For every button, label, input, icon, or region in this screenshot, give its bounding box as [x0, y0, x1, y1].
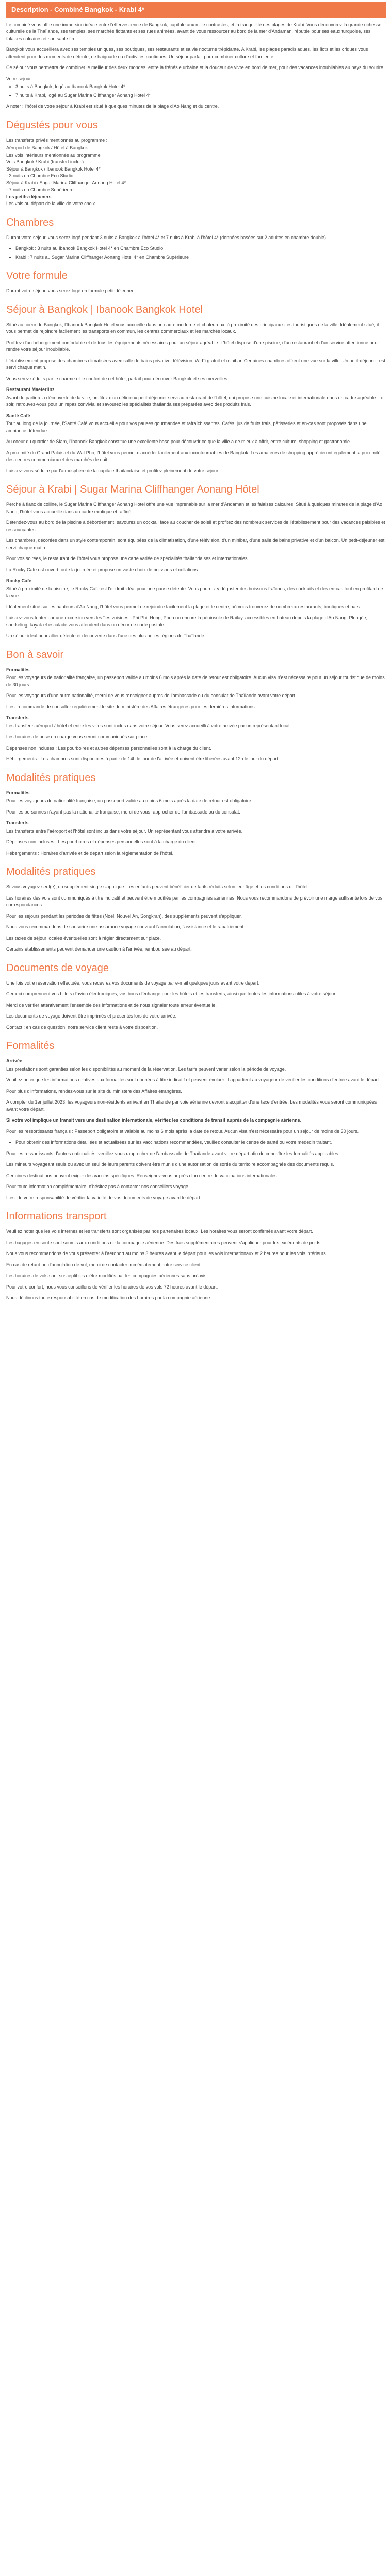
- line: Séjour à Krabi / Sugar Marina Cliffhanger Aonang Hotel 4*: [6, 180, 126, 185]
- hotel-text: Détendez-vous au bord de la piscine à débordement, savourez un cocktail face au coucher de soleil et profitez des nombreux services de l'établissement pour des vacances paisibles et ressourçantes.: [6, 520, 385, 532]
- section-title: Dégustés pour vous: [6, 119, 98, 131]
- good-text: Il est recommandé de consulter régulièrement le site du ministère des Affaires étrangères pour les dernières informations.: [6, 704, 256, 709]
- hotel-text: Un séjour idéal pour allier détente et découverte dans l'une des plus belles régions de Thaïlande.: [6, 633, 206, 638]
- intro-list: [6, 83, 386, 99]
- good-text: Pour les voyageurs de nationalité française, un passeport valide au moins 6 mois après la date de retour est obligatoire. Aucun visa n'est nécessaire pour un séjour touristique de moins de 30 jours.: [6, 675, 385, 687]
- info-text: Les horaires de vols sont susceptibles d'être modifiés par les compagnies aériennes sans préavis.: [6, 1273, 208, 1278]
- modal-text: Dépenses non incluses : Les pourboires et dépenses personnelles sont à la charge du client.: [6, 839, 198, 844]
- forms-text: Veuillez noter que les informations relatives aux formalités sont données à titre indicatif et peuvent évoluer. Il appartient au voyageur de vérifier les conditions d'entrée avant le départ.: [6, 1077, 380, 1082]
- section-title: Chambres: [6, 216, 54, 228]
- line: Les petits-déjeuners: [6, 194, 52, 199]
- modal-text: Pour les voyageurs de nationalité française, un passeport valide au moins 6 mois après la date de retour est obligatoire.: [6, 798, 253, 803]
- line: - 3 nuits en Chambre Eco Studio: [6, 173, 74, 178]
- section-title: Votre formule: [6, 270, 68, 281]
- good-text: Les horaires de prise en charge vous seront communiqués sur place.: [6, 734, 149, 739]
- forms-text: Il est de votre responsabilité de vérifier la validité de vos documents de voyage avant le départ.: [6, 1195, 202, 1200]
- hotel-text: Laissez-vous séduire par l'atmosphère de la capitale thaïlandaise et profitez pleinement de votre séjour.: [6, 468, 219, 473]
- hotel-text: A proximité du Grand Palais et du Wat Pho, l'hôtel vous permet d'accéder facilement aux incontournables de Bangkok. Les amateurs de shopping apprécieront également la proximité des centres commerciaux et des marchés de nuit.: [6, 450, 381, 462]
- forms-text: Les mineurs voyageant seuls ou avec un seul de leurs parents doivent être munis d'une autorisation de sortie du territoire accompagnée des documents requis.: [6, 1162, 334, 1167]
- section-title: Séjour à Krabi | Sugar Marina Cliffhanger Aonang Hôtel: [6, 484, 259, 495]
- list-item: • Krabi : 7 nuits au Sugar Marina Cliffhanger Aonang Hotel 4* en Chambre Supérieure: [15, 254, 386, 261]
- docs-text: Les documents de voyage doivent être imprimés et présentés lors de votre arrivée.: [6, 1013, 177, 1019]
- good-text: Hébergements : Les chambres sont disponibles à partir de 14h le jour de l'arrivée et doivent être libérées avant 12h le jour du départ.: [6, 756, 280, 761]
- intro-label: Votre séjour :: [6, 76, 34, 81]
- line: Séjour à Bangkok / Ibanook Bangkok Hotel 4*: [6, 166, 101, 172]
- subheading: Restaurant Maeterlinz: [6, 387, 55, 392]
- arrivals-lines: [6, 145, 386, 208]
- subheading: Rocky Cafe: [6, 578, 32, 583]
- subheading: Formalités: [6, 790, 30, 795]
- section-title: Documents de voyage: [6, 962, 109, 974]
- docs-text: Contact : en cas de question, notre service client reste à votre disposition.: [6, 1024, 158, 1030]
- intro-text: Bangkok vous accueillera avec ses temples uniques, ses boutiques, ses restaurants et sa vie nocturne trépidante. A Krabi, les plages paradisiaques, les îlots et les criques vous attendent pour des moments de détente, de baignade ou d'activités nautiques. Un séjour parfait pour combiner culture et farniente.: [6, 47, 368, 59]
- forms-text: Si votre vol implique un transit vers une destination internationale, vérifiez les conditions de transit auprès de la compagnie aérienne.: [6, 1117, 302, 1123]
- list-item: • 7 nuits à Krabi, logé au Sugar Marina Cliffhanger Aonang Hotel 4*: [15, 92, 386, 99]
- section-title: Informations transport: [6, 1211, 107, 1222]
- subheading: Formalités: [6, 667, 30, 672]
- forms-text: Les prestations sont garanties selon les disponibilités au moment de la réservation. Les tarifs peuvent varier selon la période de voyage.: [6, 1066, 286, 1072]
- modal-text: Nous vous recommandons de souscrire une assurance voyage couvrant l'annulation, l'assistance et le rapatriement.: [6, 924, 245, 929]
- arrivals-text: Les transferts privés mentionnés au programme :: [6, 137, 108, 143]
- section-header: Description - Combiné Bangkok - Krabi 4*: [6, 2, 386, 18]
- forms-list: [6, 1139, 386, 1146]
- docs-text: Ceux-ci comprennent vos billets d'avion électroniques, vos bons d'échange pour les hôtels et les transferts, ainsi que toutes les informations utiles à votre séjour.: [6, 991, 337, 996]
- hotel-text: Idéalement situé sur les hauteurs d'Ao Nang, l'hôtel vous permet de rejoindre facilement la plage et le centre, où vous trouverez de nombreux restaurants, boutiques et bars.: [6, 604, 361, 609]
- hotel-text: La Rocky Cafe est ouvert toute la journée et propose un vaste choix de boissons et collations.: [6, 567, 199, 572]
- subheading: Transferts: [6, 715, 29, 720]
- section-title: Formalités: [6, 1040, 55, 1052]
- subheading: Transferts: [6, 820, 29, 825]
- good-text: Pour les voyageurs d'une autre nationalité, merci de vous renseigner auprès de l'ambassade ou du consulat de Thaïlande avant votre départ.: [6, 693, 297, 698]
- line: Vols Bangkok / Krabi (transfert inclus): [6, 159, 84, 164]
- hotel-text: Vous serez séduits par le charme et le confort de cet hôtel, parfait pour découvrir Bangkok et ses merveilles.: [6, 376, 229, 381]
- rooms-text: Durant votre séjour, vous serez logé pendant 3 nuits à Bangkok à l'hôtel 4* et 7 nuits à Krabi à l'hôtel 4* (données basées sur 2 adultes en chambre double).: [6, 234, 328, 240]
- line: Les vols au départ de la ville de votre choix: [6, 201, 95, 206]
- list-item: • Pour obtenir des informations détaillées et actualisées sur les vaccinations recommandées, veuillez consulter le centre de santé ou votre médecin traitant.: [15, 1139, 386, 1146]
- hotel-text: Les chambres, décorées dans un style contemporain, sont équipées de la climatisation, d'une télévision, d'un minibar, d'une salle de bains privative et d'un balcon. Un petit-déjeuner est servi chaque matin.: [6, 538, 385, 550]
- forms-text: A compter du 1er juillet 2023, les voyageurs non-résidents arrivant en Thaïlande par voie aérienne devront s'acquitter d'une taxe d'entrée. Les modalités vous seront communiquées avant votre départ.: [6, 1099, 377, 1112]
- hotel-text: Profitez d'un hébergement confortable et de tous les équipements nécessaires pour un séjour agréable. L'hôtel dispose d'une piscine, d'un restaurant et d'un service attentionné pour rendre votre séjour inoubliable.: [6, 340, 379, 352]
- info-text: Nous vous recommandons de vous présenter à l'aéroport au moins 3 heures avant le départ pour les vols internationaux et 2 heures pour les vols intérieurs.: [6, 1251, 328, 1256]
- modal-text: Pour les séjours pendant les périodes de fêtes (Noël, Nouvel An, Songkran), des suppléments peuvent s'appliquer.: [6, 913, 242, 919]
- hotel-text: Pour vos soirées, le restaurant de l'hôtel vous propose une carte variée de spécialités thaïlandaises et internationales.: [6, 556, 249, 561]
- modal-text: Les horaires des vols sont communiqués à titre indicatif et peuvent être modifiés par les compagnies aériennes. Nous vous recommandons de prévoir une marge suffisante lors de vos correspondances.: [6, 895, 383, 907]
- intro-text: Ce séjour vous permettra de combiner le meilleur des deux mondes, entre la frénésie urbaine et la douceur de vivre en bord de mer, pour des vacances inoubliables au pays du sourire.: [6, 65, 385, 70]
- hotel-text: Perché à flanc de colline, le Sugar Marina Cliffhanger Aonang Hotel offre une vue imprenable sur la mer d'Andaman et les falaises calcaires. Situé à quelques minutes de la plage d'Ao Nang, l'hôtel vous accueille dans un cadre exotique et raffiné.: [6, 502, 383, 514]
- list-item: • Bangkok : 3 nuits au Ibanook Bangkok Hotel 4* en Chambre Eco Studio: [15, 245, 386, 252]
- section-title: Séjour à Bangkok | Ibanook Bangkok Hotel: [6, 303, 203, 315]
- modal-text: Certains établissements peuvent demander une caution à l'arrivée, remboursée au départ.: [6, 946, 192, 952]
- subheading: Santé Café: [6, 413, 30, 418]
- info-text: Les bagages en soute sont soumis aux conditions de la compagnie aérienne. Des frais supplémentaires peuvent s'appliquer pour les excédents de poids.: [6, 1240, 322, 1245]
- docs-text: Une fois votre réservation effectuée, vous recevrez vos documents de voyage par e-mail quelques jours avant votre départ.: [6, 980, 260, 986]
- rooms-list: [6, 245, 386, 261]
- subheading: Arrivée: [6, 1058, 23, 1063]
- info-text: En cas de retard ou d'annulation de vol, merci de contacter immédiatement notre service client.: [6, 1262, 202, 1267]
- forms-text: Pour les ressortissants d'autres nationalités, veuillez vous rapprocher de l'ambassade de Thaïlande avant votre départ afin de connaître les formalités applicables.: [6, 1150, 340, 1156]
- hotel-text: Au coeur du quartier de Siam, l'Ibanook Bangkok constitue une excellente base pour découvrir ce que la ville a de mieux à offrir, entre culture, shopping et gastronomie.: [6, 439, 351, 444]
- info-text: Nous déclinons toute responsabilité en cas de modification des horaires par la compagnie aérienne.: [6, 1295, 211, 1300]
- hotel-text: Avant de partir à la découverte de la ville, profitez d'un délicieux petit-déjeuner servi au restaurant de l'hôtel, qui propose une cuisine locale et internationale dans un cadre agréable. Le soir, retrouvez-vous pour un repas convivial et savourez les spécialités thaïlandaises préparées avec des produits frais.: [6, 395, 384, 407]
- hotel-text: Tout au long de la journée, l'Santé Café vous accueille pour vos pauses gourmandes et rafraîchissantes. Cafés, jus de fruits frais, pâtisseries et en-cas sont proposés dans une ambiance détendue.: [6, 421, 367, 433]
- forms-text: Pour plus d'informations, rendez-vous sur le site du ministère des Affaires étrangères.: [6, 1088, 182, 1094]
- intro-text: Le combiné vous offre une immersion idéale entre l'effervescence de Bangkok, capitale aux mille contrastes, et la tranquillité des plages de Krabi. Vous découvrirez la grande richesse culturelle de la Thaïlande, ses temples, ses marchés flottants et ses rues animées, avant de vous ressourcer au bord de la mer d'Andaman, réputée pour ses eaux turquoise, ses falaises calcaires et son sable fin.: [6, 22, 382, 41]
- line: Les vols intérieurs mentionnés au programme: [6, 152, 101, 158]
- good-text: Dépenses non incluses : Les pourboires et autres dépenses personnelles sont à la charge du client.: [6, 745, 211, 751]
- modal-text: Si vous voyagez seul(e), un supplément single s'applique. Les enfants peuvent bénéficier de tarifs réduits selon leur âge et les conditions de l'hôtel.: [6, 884, 309, 889]
- hotel-text: Laissez-vous tenter par une excursion vers les îles voisines : Phi Phi, Hong, Poda ou encore la péninsule de Railay, accessibles en bateau depuis la plage d'Ao Nang. Plongée, snorkeling, kayak et escalade vous attendent dans un décor de carte postale.: [6, 615, 367, 628]
- modal-text: Hébergements : Horaires d'arrivée et de départ selon la réglementation de l'hôtel.: [6, 850, 174, 856]
- formula-text: Durant votre séjour, vous serez logé en formule petit-déjeuner.: [6, 288, 135, 293]
- hotel-text: L'établissement propose des chambres climatisées avec salle de bains privative, télévision, Wi-Fi gratuit et minibar. Certaines chambres offrent une vue sur la ville. Un petit-déjeuner est servi chaque matin.: [6, 358, 385, 370]
- forms-text: Pour toute information complémentaire, n'hésitez pas à contacter nos conseillers voyage.: [6, 1184, 190, 1189]
- line: Aéroport de Bangkok / Hôtel à Bangkok: [6, 145, 88, 150]
- section-title: Bon à savoir: [6, 649, 64, 660]
- info-text: Veuillez noter que les vols internes et les transferts sont organisés par nos partenaires locaux. Les horaires vous seront confirmés avant votre départ.: [6, 1229, 313, 1234]
- line: - 7 nuits en Chambre Supérieure: [6, 187, 74, 192]
- modal-text: Pour les personnes n'ayant pas la nationalité française, merci de vous rapprocher de l'ambassade ou du consulat.: [6, 809, 240, 815]
- forms-text: Certaines destinations peuvent exiger des vaccins spécifiques. Renseignez-vous auprès d'un centre de vaccinations internationales.: [6, 1173, 279, 1178]
- section-title: Modalités pratiques: [6, 772, 96, 784]
- intro-note: A noter : l'hôtel de votre séjour à Krabi est situé à quelques minutes de la plage d'Ao Nang et du centre.: [6, 104, 219, 109]
- modal-text: Les taxes de séjour locales éventuelles sont à régler directement sur place.: [6, 935, 161, 941]
- modal-text: Les transferts entre l'aéroport et l'hôtel sont inclus dans votre séjour. Un représentant vous attendra à votre arrivée.: [6, 828, 243, 834]
- hotel-text: Situé à proximité de la piscine, le Rocky Cafe est l'endroit idéal pour une pause détente. Vous pourrez y déguster des boissons fraîches, des cocktails et des en-cas tout en profitant de la vue.: [6, 586, 383, 598]
- good-text: Les transferts aéroport / hôtel et entre les villes sont inclus dans votre séjour. Vous serez accueilli à votre arrivée par un représentant local.: [6, 723, 291, 728]
- list-item: • 3 nuits à Bangkok, logé au Ibanook Bangkok Hotel 4*: [15, 83, 386, 91]
- section-title: Modalités pratiques: [6, 866, 96, 877]
- docs-text: Merci de vérifier attentivement l'ensemble des informations et de nous signaler toute erreur éventuelle.: [6, 1002, 217, 1008]
- forms-text: Pour les ressortissants français : Passeport obligatoire et valable au moins 6 mois après la date de retour. Aucun visa n'est nécessaire pour un séjour de moins de 30 jours.: [6, 1128, 359, 1134]
- info-text: Pour votre confort, nous vous conseillons de vérifier les horaires de vos vols 72 heures avant le départ.: [6, 1284, 218, 1290]
- hotel-text: Situé au coeur de Bangkok, l'Ibanook Bangkok Hotel vous accueille dans un cadre moderne et chaleureux, à proximité des principaux sites touristiques de la ville. Idéalement situé, il vous permet de rejoindre facilement les transports en commun, les centres commerciaux et les marchés locaux.: [6, 321, 379, 334]
